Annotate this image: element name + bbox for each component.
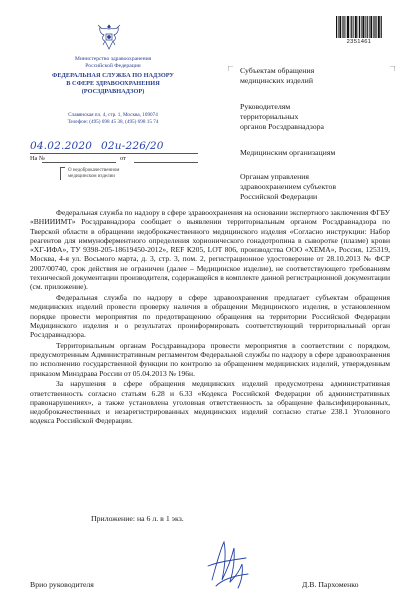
agency-line-3: (РОСЗДРАВНАДЗОР) xyxy=(81,88,145,95)
body-paragraph: Территориальным органам Росздравнадзора провести мероприятия в соответствии с порядком, предусмотренным Административным регламентом Федеральной службы по надзору в сфере здравоохранения по исполнению государственной функции по контролю за обращением медицинских изделий, утвержденным приказом Минздрава России от 05.04.2013 № 196н. xyxy=(30,340,390,378)
subject-line-2: медицинском изделии xyxy=(68,174,115,180)
recipient-corner-mark xyxy=(228,66,233,71)
handwritten-number: 02и-226/20 xyxy=(101,140,164,152)
recipient-line: здравоохранением субъектов xyxy=(240,182,337,191)
reference-number-line xyxy=(42,162,116,163)
agency-name xyxy=(28,72,198,96)
signatory-title: Врио руководителя xyxy=(30,580,94,589)
handwritten-signature xyxy=(202,536,254,592)
attachment-note: Приложение: на 6 л. в 1 экз. xyxy=(91,514,184,523)
reference-number-label: На № xyxy=(30,155,45,162)
letter-subject xyxy=(68,168,188,181)
agency-line-1: ФЕДЕРАЛЬНАЯ СЛУЖБА ПО НАДЗОРУ xyxy=(51,72,175,79)
body-paragraph: Федеральная служба по надзору в сфере здравоохранения на основании экспертного заключения ФГБУ «ВНИИИМТ» Росздравнадзора сообщает о выявлении территориальным органом Росздравнадзора по Тверской области в обращении недоброкачественного медицинского изделия «Согласно инструкции: Набор реагентов для иммуноферментного определения хорионического гонадотропина в сыворотке (плазме) крови «ХГ-ИФА», ТУ 9398-205-18619450-2012», REF К205, LOT 806, производства ООО «ХЕМА», Россия, 125319, Москва, 4-я ул. Восьмого марта, д. 3, стр. 3, пом. 2, регистрационное удостоверение от 28.10.2013 № ФСР 2007/00740, срок действия не ограничен (далее – Медицинское изделие), не соответствующего требованиям технической документации производителя, содержащейся в комплекте данной регистрационной документации (см. приложение). xyxy=(30,208,390,292)
ministry-name xyxy=(28,56,198,70)
barcode-number: 2351461 xyxy=(346,39,372,45)
recipient-line: Российской Федерации xyxy=(240,192,318,201)
handwritten-date: 04.02.2020 xyxy=(30,140,93,152)
recipient-line: Субъектам обращения xyxy=(240,66,315,75)
recipient-corner-mark xyxy=(390,66,395,71)
recipient-line: Руководителям xyxy=(240,102,291,111)
subject-bracket xyxy=(60,167,65,180)
body-paragraph: Федеральная служба по надзору в сфере здравоохранения предлагает субъектам обращения медицинских изделий провести проверку наличия в обращении Медицинского изделия, в установленном порядке провести мероприятия по предотвращению обращения на территории Российской Федерации Медицинского изделия и о результатах проинформировать соответствующий территориальный орган Росздравнадзора. xyxy=(30,292,390,340)
ministry-line-1: Министерство здравоохранения xyxy=(74,56,152,62)
reference-date-line xyxy=(134,162,198,163)
barcode xyxy=(336,16,382,38)
recipient-line: медицинских изделий xyxy=(240,76,313,85)
reference-row xyxy=(30,153,200,165)
reference-from-label: от xyxy=(120,155,126,162)
letter-body xyxy=(30,208,390,427)
address-line: Славянская пл. 4, стр. 1, Москва, 109074 xyxy=(68,112,158,118)
recipient-line: Органам управления xyxy=(240,172,309,181)
body-paragraph: За нарушения в сфере обращения медицинских изделий предусмотрена административная ответственность согласно статьям 6.28 и 6.33 «Кодекса Российской Федерации об административных правонарушениях», а также установлена уголовная ответственность за обращение фальсифицированных, недоброкачественных и незарегистрированных медицинских изделий согласно статье 238.1 Уголовного кодекса Российской Федерации. xyxy=(30,379,390,426)
phone-line: Телефон: (495) 698 45 38, (495) 698 15 74 xyxy=(67,118,159,125)
recipient-line: территориальных xyxy=(240,112,299,121)
signatory-name: Д.В. Пархоменко xyxy=(302,580,359,589)
agency-line-2: В СФЕРЕ ЗДРАВООХРАНЕНИЯ xyxy=(66,80,160,87)
recipient-line: органов Росздравнадзора xyxy=(240,122,324,131)
agency-address xyxy=(28,112,198,125)
coat-of-arms-emblem xyxy=(96,22,122,52)
recipient-line: Медицинским организациям xyxy=(240,148,336,157)
ministry-line-2: Российской Федерации xyxy=(85,63,141,69)
subject-line-1: О недоброкачественном xyxy=(68,168,120,173)
